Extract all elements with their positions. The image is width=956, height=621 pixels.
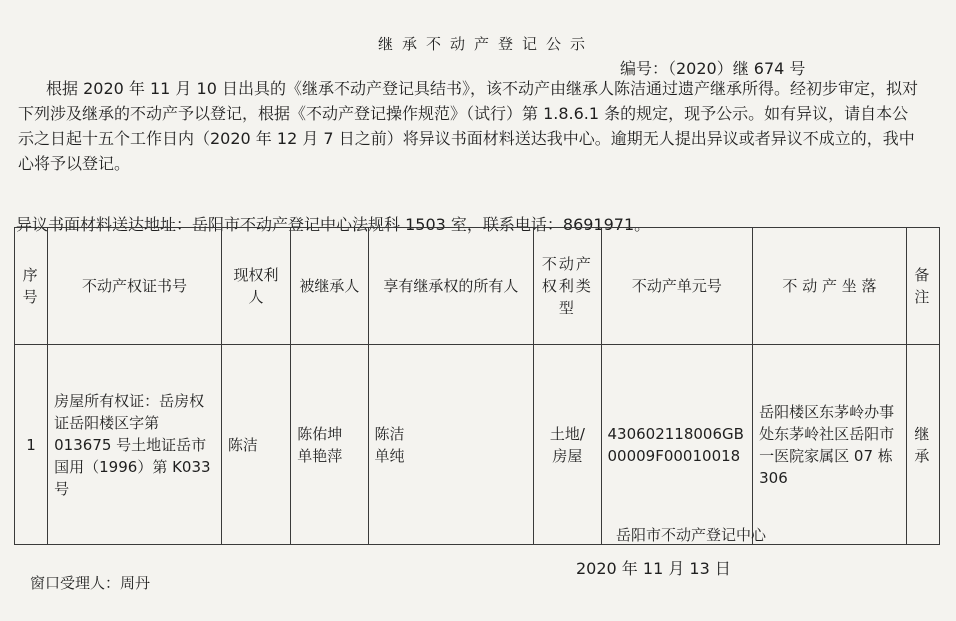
- cell-cert: 房屋所有权证：岳房权证岳阳楼区字第 013675 号土地证岳市国用（1996）第 K033 号: [48, 345, 222, 545]
- cell-unit: 430602118006GB00009F00010018: [601, 345, 753, 545]
- document-title: 继承不动产登记公示: [377, 35, 594, 53]
- header-seq: 序号: [15, 228, 48, 345]
- issue-date: 2020 年 11 月 13 日: [576, 559, 731, 578]
- header-share: 享有继承权的所有人: [368, 228, 534, 345]
- registration-table: [14, 227, 940, 545]
- table-row: [15, 345, 940, 545]
- cell-holder: 陈洁: [221, 345, 290, 545]
- header-unit: 不动产单元号: [601, 228, 753, 345]
- notice-body: 根据 2020 年 11 月 10 日出具的《继承不动产登记具结书》，该不动产由继承人陈洁通过遗产继承所得。经初步审定，拟对下列涉及继承的不动产予以登记，根据《不动产登记操作规范》（试行）第 1.8.6.1 条的规定，现予公示。如有异议，请自本公示之日起十五个工作日内（2020 年 12 月 7 日之前）将异议书面材料送达我中心。逾期无人提出异议或者异议不成立的，我中心将予以登记。: [18, 79, 918, 173]
- header-note: 备注: [906, 228, 939, 345]
- document-number: 编号：（2020）继 674 号: [620, 59, 806, 78]
- header-type: 不动产权利类型: [534, 228, 601, 345]
- header-heir: 被继承人: [291, 228, 368, 345]
- window-receiver: 窗口受理人：周丹: [30, 574, 151, 592]
- table-header-row: [15, 228, 940, 345]
- cell-type: 土地/ 房屋: [534, 345, 601, 545]
- objection-address: 异议书面材料送达地址：岳阳市不动产登记中心法规科 1503 室，联系电话：8691971。: [16, 215, 651, 234]
- cell-seq: 1: [15, 345, 48, 545]
- cell-note: 继承: [906, 345, 939, 545]
- cell-share: 陈洁 单纯: [368, 345, 534, 545]
- header-holder: 现权利人: [221, 228, 290, 345]
- header-cert: 不动产权证书号: [48, 228, 222, 345]
- cell-location: 岳阳楼区东茅岭办事处东茅岭社区岳阳市一医院家属区 07 栋 306: [753, 345, 907, 545]
- header-location: 不 动 产 坐 落: [753, 228, 907, 345]
- cell-heir: 陈佑坤 单艳萍: [291, 345, 368, 545]
- issuing-organization: 岳阳市不动产登记中心: [616, 526, 767, 544]
